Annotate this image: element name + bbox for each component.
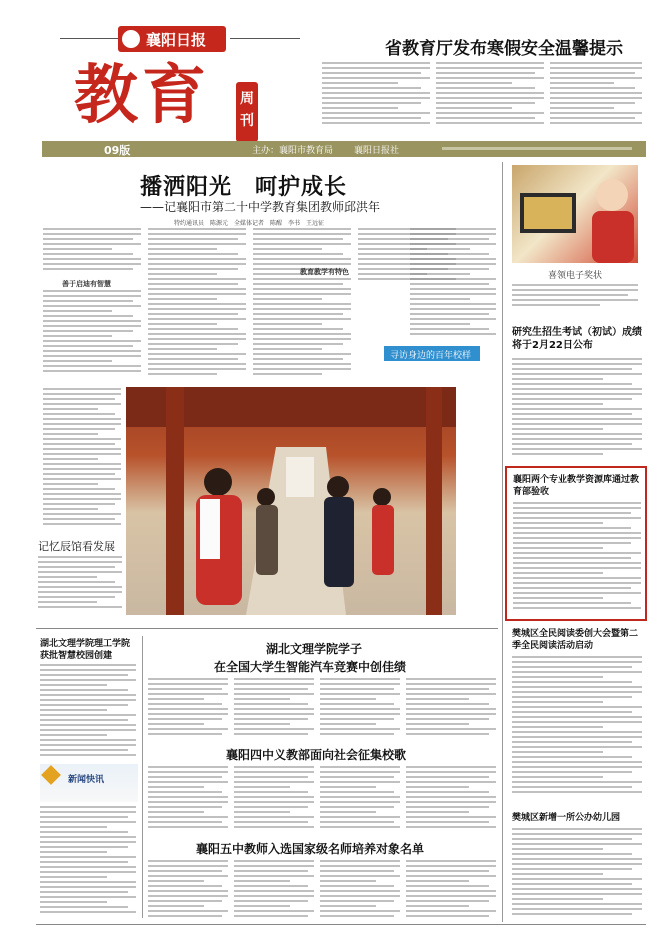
callout-box [384,346,480,361]
top-article-col-2 [436,62,544,130]
sidebar-article-4 [512,828,642,918]
feature-col-left-bottom [43,388,121,528]
sidebar-photo-caption: 喜领电子奖状 [548,271,603,281]
news-flash-icon [41,765,61,785]
highlighted-article-text [513,502,641,614]
feature-col-1 [43,228,141,276]
sidebar-photo [512,165,638,263]
sponsor-label: 主办：襄阳市教育局 [252,146,334,156]
feature-byline: 特约通讯员 陈源元 全媒体记者 陈醒 李书 王远征 [174,220,325,227]
lower-headline-3: 襄阳五中教师入选国家级名师培养对象名单 [196,842,425,856]
top-article-col-1 [322,62,430,130]
photo-caption-text [38,556,122,614]
sidebar-article-3 [512,656,642,796]
masthead-top-rule-right [230,38,300,39]
lower-left-headline-text: 湖北文理学院理工学院获批智慧校园创建 [40,639,131,661]
lower-article-3-col-4 [406,860,496,918]
sidebar-headline-3 [512,628,642,652]
sponsor-label-2: 襄阳日报社 [354,146,400,156]
news-flash-banner [40,764,138,802]
sidebar-headline-1 [512,326,642,352]
bottom-rule [36,924,646,925]
lower-article-2-col-1 [148,766,228,832]
lower-article-1-col-1 [148,678,228,738]
feature-subhead: ——记襄阳市第二十中学教育集团教师邱洪年 [140,200,381,214]
feature-photo [126,387,456,615]
sidebar-divider [502,162,503,922]
masthead-top-rule [60,38,120,39]
lower-divider [142,636,143,918]
masthead-title: 教育 [74,58,210,133]
lower-headline-1a: 湖北文理学院学子 [266,642,363,656]
news-flash-text [40,806,136,918]
lower-article-2-col-3 [320,766,400,832]
sidebar-article-1 [512,358,642,458]
lower-article-1-col-2 [234,678,314,738]
lower-headline-2: 襄阳四中义教部面向社会征集校歌 [226,748,407,762]
feature-section-head-2: 教育教学有特色 [300,268,349,276]
logo-text: 襄阳日报 [146,31,207,49]
feature-col-5 [410,228,496,338]
top-article-col-3 [550,62,642,130]
sidebar-headline-3-text: 樊城区全民阅读委创大会暨第二季全民阅读活动启动 [512,629,639,651]
highlighted-article [505,466,647,621]
lower-article-3-col-1 [148,860,228,918]
lower-left-headline [40,638,136,662]
photo-caption-box [38,538,124,618]
weekly-label: 周刊 [240,91,254,129]
lower-article-2-col-2 [234,766,314,832]
lower-article-3-col-2 [234,860,314,918]
masthead [60,18,300,148]
feature-col-3 [253,228,351,378]
sidebar-headline-2-text: 襄阳两个专业教学资源库通过教育部验收 [513,475,640,497]
lower-headline-1b: 在全国大学生智能汽车竞赛中创佳绩 [214,660,407,674]
sidebar-headline-4: 樊城区新增一所公办幼儿园 [512,813,621,823]
logo-emblem-icon [122,30,140,48]
section-bar [42,141,646,157]
lower-article-3-col-3 [320,860,400,918]
lower-article-2-col-4 [406,766,496,832]
corridor-scene-illustration [126,387,456,615]
lower-article-1-col-3 [320,678,400,738]
feature-section-head-1: 善于启迪有智慧 [62,280,111,288]
photo-caption-title: 记忆辰馆看发展 [38,540,115,553]
news-flash-label: 新闻快讯 [68,775,105,785]
sidebar-photo-text [512,284,638,310]
newspaper-logo [118,26,226,52]
feature-col-2 [148,228,246,378]
student-award-illustration [512,165,638,263]
feature-col-1b [43,290,141,378]
lower-article-1-col-4 [406,678,496,738]
weekly-badge [236,82,258,142]
lower-section-rule [36,628,498,629]
page-number: 09版 [104,144,131,157]
feature-headline: 播洒阳光 呵护成长 [140,175,348,200]
lower-left-article [40,664,136,758]
sidebar-headline-1-text: 研究生招生考试（初试）成绩将于2月22日公布 [512,327,642,351]
top-headline: 省教育厅发布寒假安全温馨提示 [385,39,623,59]
bar-date-lines [442,147,632,150]
callout-label: 寻访身边的百年校样 [390,351,472,361]
sidebar-headline-2 [513,474,641,498]
